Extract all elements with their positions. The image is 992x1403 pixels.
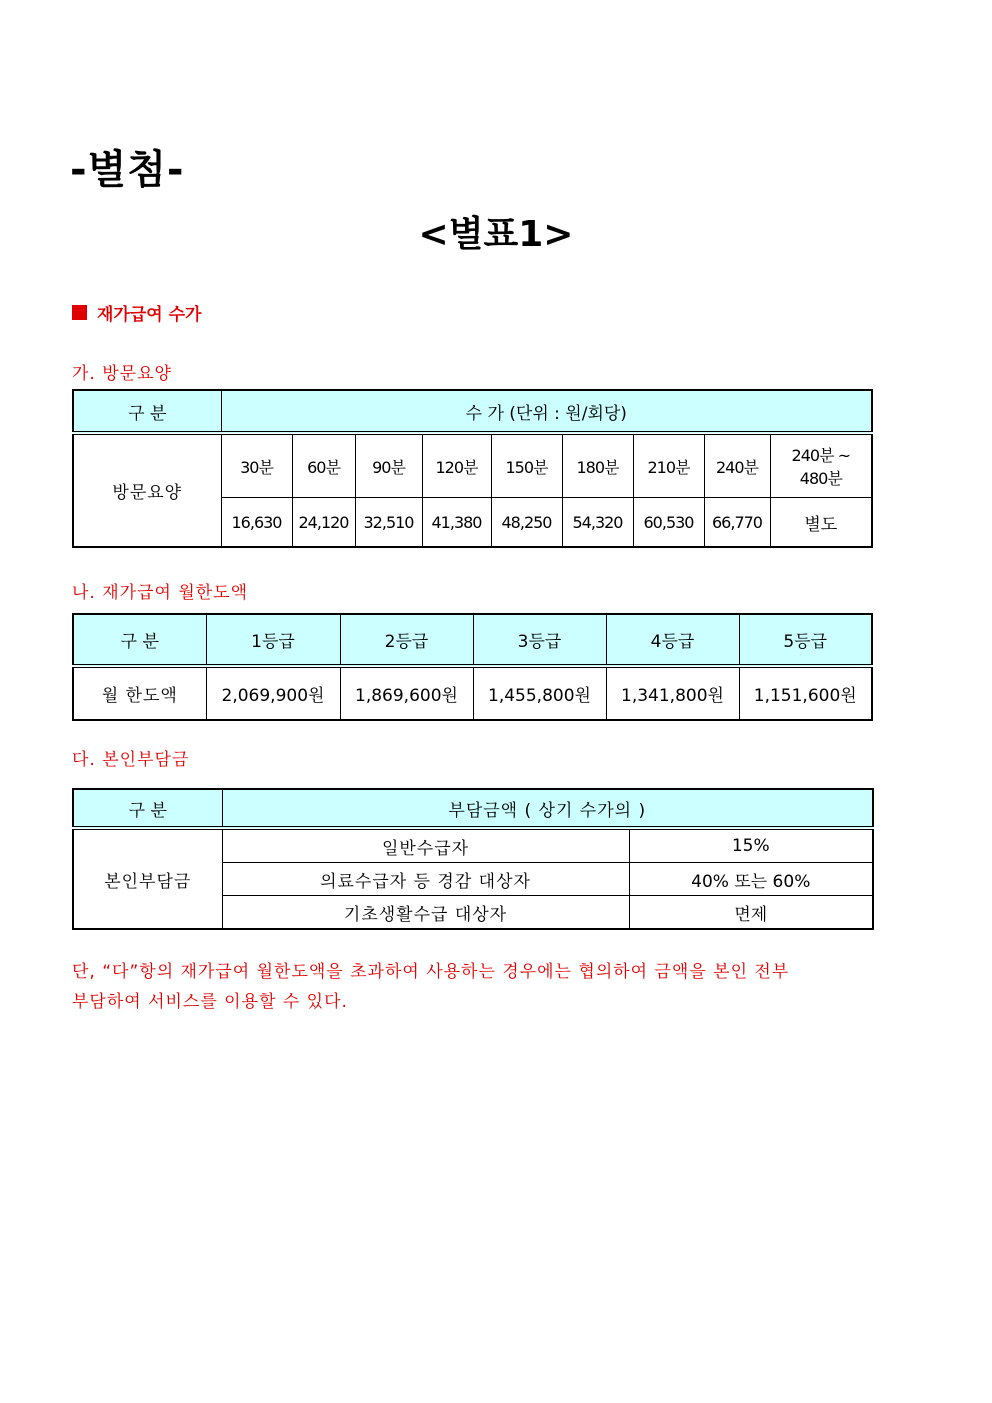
row-label-monthly-limit: 월 한도액 — [73, 666, 206, 720]
header-gubun: 구 분 — [73, 614, 206, 666]
grade-header: 2등급 — [340, 614, 473, 666]
square-bullet-icon — [72, 305, 87, 320]
fee-cell: 48,250 — [491, 498, 562, 548]
duration-cell-last — [770, 433, 872, 498]
section-marker — [72, 300, 201, 325]
duration-cell: 210분 — [633, 433, 704, 498]
fee-cell-last: 별도 — [770, 498, 872, 548]
visit-care-fee-table — [72, 389, 873, 548]
category-cell: 일반수급자 — [222, 828, 629, 863]
grade-header: 5등급 — [739, 614, 872, 666]
fee-cell: 24,120 — [292, 498, 355, 548]
fee-cell: 32,510 — [355, 498, 422, 548]
category-cell: 기초생활수급 대상자 — [222, 896, 629, 930]
duration-cell: 240분 — [704, 433, 770, 498]
duration-cell: 90분 — [355, 433, 422, 498]
grade-header: 1등급 — [206, 614, 340, 666]
duration-cell: 30분 — [221, 433, 292, 498]
amount-cell: 1,341,800원 — [606, 666, 739, 720]
rate-cell: 면제 — [629, 896, 873, 930]
footnote — [72, 957, 862, 1017]
monthly-limit-table — [72, 613, 873, 721]
rate-cell: 15% — [629, 828, 873, 863]
section-b-title: 나. 재가급여 월한도액 — [72, 583, 249, 603]
amount-cell: 1,455,800원 — [473, 666, 606, 720]
header-gubun: 구 분 — [73, 789, 222, 828]
grade-header: 4등급 — [606, 614, 739, 666]
fee-cell: 41,380 — [422, 498, 491, 548]
duration-cell: 180분 — [562, 433, 633, 498]
amount-cell: 1,151,600원 — [739, 666, 872, 720]
duration-cell: 150분 — [491, 433, 562, 498]
header-gubun: 구 분 — [73, 390, 221, 433]
header-amount: 부담금액 ( 상기 수가의 ) — [222, 789, 873, 828]
fee-cell: 60,530 — [633, 498, 704, 548]
section-title: 재가급여 수가 — [97, 305, 202, 325]
duration-range-end: 480분 — [799, 469, 842, 488]
rate-cell: 40% 또는 60% — [629, 863, 873, 896]
duration-cell: 120분 — [422, 433, 491, 498]
fee-cell: 16,630 — [221, 498, 292, 548]
amount-cell: 2,069,900원 — [206, 666, 340, 720]
section-c-title: 다. 본인부담금 — [72, 750, 190, 770]
category-cell: 의료수급자 등 경감 대상자 — [222, 863, 629, 896]
page-subheading: <별표1> — [418, 214, 574, 255]
header-fee: 수 가 (단위 : 원/회당) — [221, 390, 872, 433]
amount-cell: 1,869,600원 — [340, 666, 473, 720]
footnote-line-2: 부담하여 서비스를 이용할 수 있다. — [72, 992, 348, 1012]
footnote-line-1: 단, “다”항의 재가급여 월한도액을 초과하여 사용하는 경우에는 협의하여 금액을 본인 전부 — [72, 962, 790, 982]
duration-cell: 60분 — [292, 433, 355, 498]
grade-header: 3등급 — [473, 614, 606, 666]
page-heading: -별첨- — [70, 147, 185, 193]
fee-cell: 66,770 — [704, 498, 770, 548]
section-a-title: 가. 방문요양 — [72, 364, 172, 384]
copayment-table — [72, 788, 874, 930]
row-label-visit-care: 방문요양 — [73, 433, 221, 547]
fee-cell: 54,320 — [562, 498, 633, 548]
duration-range-start: 240분 ~ — [791, 446, 851, 465]
row-label-copayment: 본인부담금 — [73, 828, 222, 929]
